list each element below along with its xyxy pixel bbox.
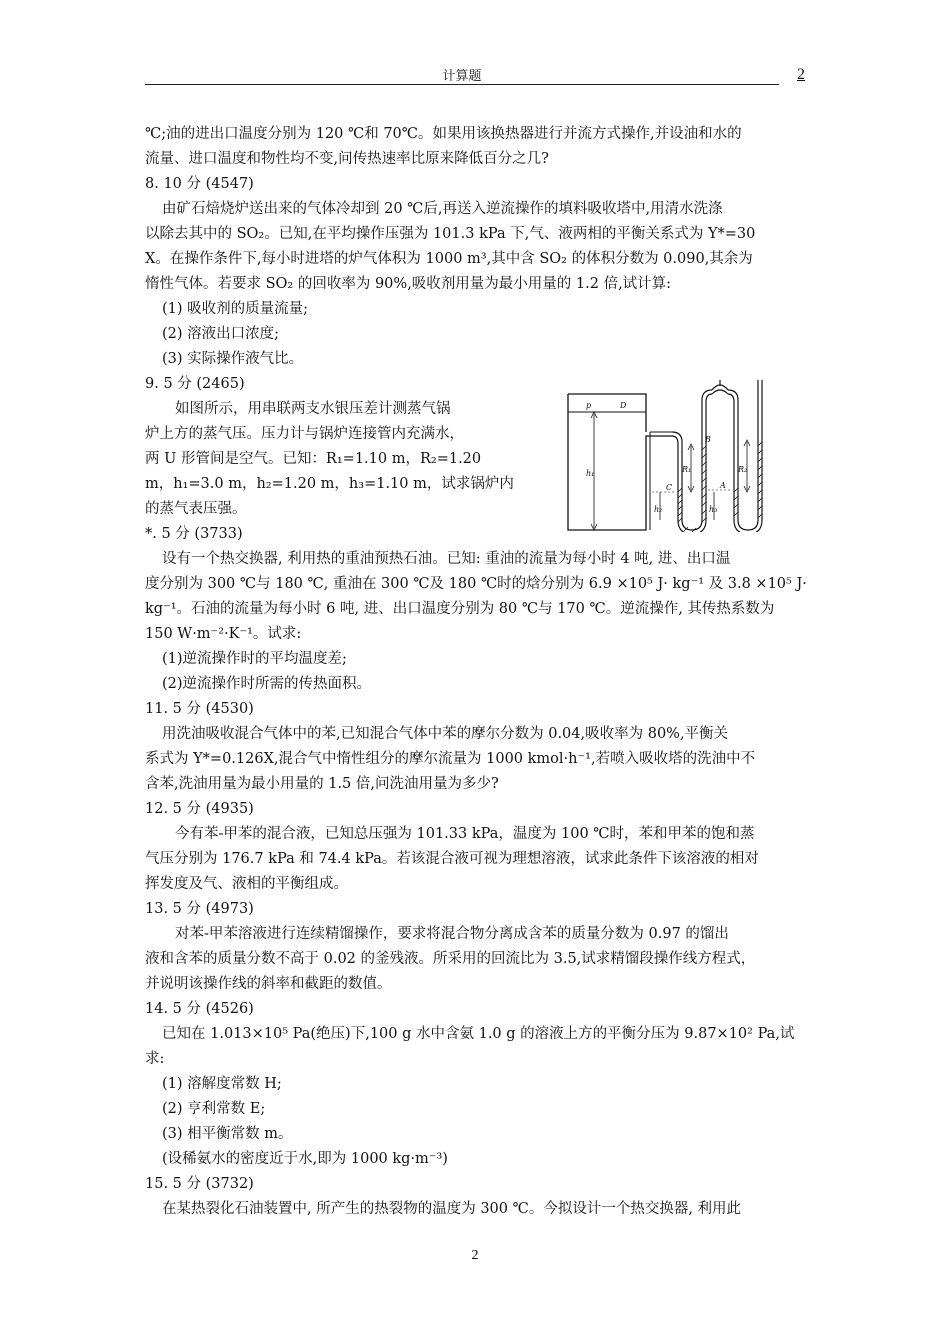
problem-heading: 12. 5 分 (4935) bbox=[145, 801, 254, 817]
text-line: 用洗油吸收混合气体中的苯,已知混合气体中苯的摩尔分数为 0.04,吸收率为 80%,平衡关 bbox=[162, 726, 729, 742]
problem-heading: 15. 5 分 (3732) bbox=[145, 1176, 254, 1192]
problem-heading: 8. 10 分 (4547) bbox=[145, 176, 254, 192]
problem-heading: 14. 5 分 (4526) bbox=[145, 1001, 254, 1017]
page-header bbox=[145, 62, 779, 85]
label-b: B bbox=[705, 435, 711, 444]
problem-heading: 11. 5 分 (4530) bbox=[145, 701, 254, 717]
text-line: 150 W·m⁻²·K⁻¹。试求: bbox=[145, 626, 302, 642]
text-line: 惰性气体。若要求 SO₂ 的回收率为 90%,吸收剂用量为最小用量的 1.2 倍,试计算: bbox=[145, 276, 672, 292]
text-line: X。在操作条件下,每小时进塔的炉气体积为 1000 m³,其中含 SO₂ 的体积分数为 0.090,其余为 bbox=[145, 251, 753, 267]
text-line: 流量、进口温度和物性均不变,问传热速率比原来降低百分之几? bbox=[145, 151, 549, 167]
text-line: 炉上方的蒸气压。压力计与锅炉连接管内充满水， bbox=[145, 426, 464, 442]
text-line: 求: bbox=[145, 1051, 165, 1067]
list-item: (3) 实际操作液气比。 bbox=[162, 351, 304, 367]
label-a: A bbox=[720, 481, 726, 490]
text-line: 的蒸气表压强。 bbox=[145, 501, 247, 517]
list-item: (1)逆流操作时的平均温度差; bbox=[162, 651, 347, 667]
label-h2: h₂ bbox=[654, 505, 663, 514]
list-item: (设稀氨水的密度近于水,即为 1000 kg·m⁻³) bbox=[162, 1151, 448, 1167]
manometer-diagram bbox=[564, 380, 774, 532]
problem-text bbox=[145, 122, 809, 1222]
label-r1: R₁ bbox=[682, 465, 692, 474]
text-line: 设有一个热交换器, 利用热的重油预热石油。已知: 重油的流量为每小时 4 吨, 进、出口温 bbox=[162, 551, 731, 567]
text-line: 液和含苯的质量分数不高于 0.02 的釜残液。所采用的回流比为 3.5,试求精馏段操作线方程式， bbox=[145, 951, 756, 967]
label-d: D bbox=[620, 401, 627, 410]
footer-page-number: 2 bbox=[471, 1248, 479, 1263]
text-line: 如图所示，用串联两支水银压差计测蒸气锅 bbox=[175, 401, 451, 417]
text-line: 含苯,洗油用量为最小用量的 1.5 倍,问洗油用量为多少? bbox=[145, 776, 499, 792]
list-item: (1) 吸收剂的质量流量; bbox=[162, 301, 309, 317]
header-title: 计算题 bbox=[442, 69, 482, 84]
label-h1: h₁ bbox=[586, 469, 595, 478]
text-line: 挥发度及气、液相的平衡组成。 bbox=[145, 876, 348, 892]
header-page-number: 2 bbox=[797, 66, 805, 83]
list-item: (2) 亨利常数 E; bbox=[162, 1101, 266, 1117]
text-line: 系式为 Y*=0.126X,混合气中惰性组分的摩尔流量为 1000 kmol·h⁻¹,若喷入吸收塔的洗油中不 bbox=[145, 751, 756, 767]
text-line: 在某热裂化石油装置中, 所产生的热裂物的温度为 300 ℃。今拟设计一个热交换器, 利用此 bbox=[162, 1201, 742, 1217]
problem-heading: 13. 5 分 (4973) bbox=[145, 901, 254, 917]
label-c: C bbox=[666, 483, 673, 492]
text-line: 今有苯-甲苯的混合液，已知总压强为 101.33 kPa，温度为 100 ℃时，苯和甲苯的饱和蒸 bbox=[175, 826, 755, 842]
label-r2: R₂ bbox=[738, 465, 748, 474]
text-line: 两 U 形管间是空气。已知：R₁=1.10 m，R₂=1.20 bbox=[145, 451, 482, 467]
text-line: m，h₁=3.0 m，h₂=1.20 m，h₃=1.10 m，试求锅炉内 bbox=[145, 476, 514, 492]
list-item: (2)逆流操作时所需的传热面积。 bbox=[162, 676, 372, 692]
text-line: kg⁻¹。石油的流量为每小时 6 吨, 进、出口温度分别为 80 ℃与 170 ℃。逆流操作, 其传热系数为 bbox=[145, 601, 775, 617]
text-line: ℃;油的进出口温度分别为 120 ℃和 70℃。如果用该换热器进行并流方式操作,并设油和水的 bbox=[145, 126, 742, 142]
text-line: 已知在 1.013×10⁵ Pa(绝压)下,100 g 水中含氨 1.0 g 的溶液上方的平衡分压为 9.87×10² Pa,试 bbox=[162, 1026, 795, 1042]
text-line: 并说明该操作线的斜率和截距的数值。 bbox=[145, 976, 392, 992]
problem-heading: 9. 5 分 (2465) bbox=[145, 376, 245, 392]
text-line: 度分别为 300 ℃与 180 ℃, 重油在 300 ℃及 180 ℃时的焓分别为 6.9 ×10⁵ J· kg⁻¹ 及 3.8 ×10⁵ J· bbox=[145, 576, 807, 592]
text-line: 以除去其中的 SO₂。已知,在平均操作压强为 101.3 kPa 下,气、液两相的平衡关系式为 Y*=30 bbox=[145, 226, 756, 242]
list-item: (1) 溶解度常数 H; bbox=[162, 1076, 282, 1092]
list-item: (2) 溶液出口浓度; bbox=[162, 326, 280, 342]
label-h3: h₃ bbox=[709, 505, 718, 514]
text-line: 气压分别为 176.7 kPa 和 74.4 kPa。若该混合液可视为理想溶液，试求此条件下该溶液的相对 bbox=[145, 851, 759, 867]
text-line: 对苯-甲苯溶液进行连续精馏操作，要求将混合物分离成含苯的质量分数为 0.97 的馏出 bbox=[175, 926, 729, 942]
label-p: p bbox=[586, 401, 592, 410]
problem-heading: *. 5 分 (3733) bbox=[145, 526, 243, 542]
text-line: 由矿石焙烧炉送出来的气体冷却到 20 ℃后,再送入逆流操作的填料吸收塔中,用清水洗涤 bbox=[162, 201, 723, 217]
list-item: (3) 相平衡常数 m。 bbox=[162, 1126, 293, 1142]
